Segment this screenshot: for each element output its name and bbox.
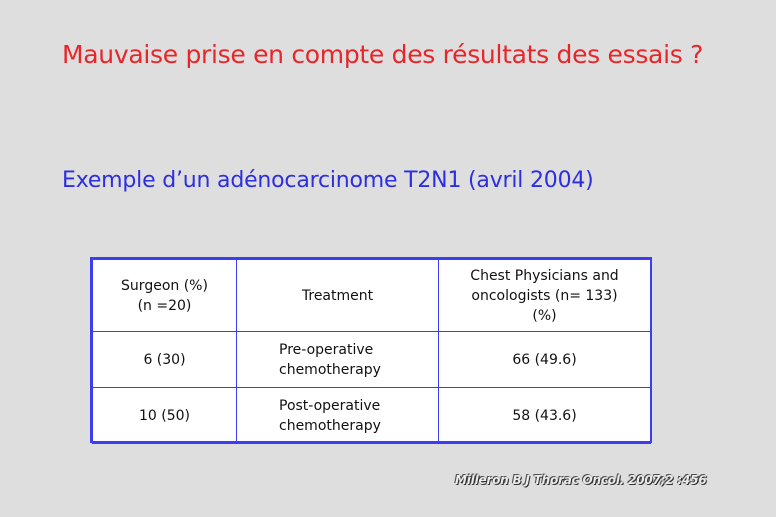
cell-treatment: [237, 332, 439, 388]
cell-treatment-line1: Post-operative: [279, 397, 381, 414]
header-chest-line1: Chest Physicians and: [470, 267, 619, 284]
cell-surgeon: 10 (50): [93, 388, 237, 444]
header-chest-line3: (%): [532, 307, 557, 324]
cell-chest: 66 (49.6): [439, 332, 651, 388]
table-row: [93, 332, 651, 388]
table-header-row: [93, 260, 651, 332]
results-table-grid: [92, 259, 651, 444]
header-surgeon: [93, 260, 237, 332]
header-surgeon-line1: Surgeon (%): [121, 277, 208, 294]
header-treatment: Treatment: [237, 260, 439, 332]
slide-title: Mauvaise prise en compte des résultats des essais ?: [62, 40, 704, 69]
table-row: [93, 388, 651, 444]
cell-chest: 58 (43.6): [439, 388, 651, 444]
header-surgeon-line2: (n =20): [137, 297, 192, 314]
header-chest-line2: oncologists (n= 133): [471, 287, 618, 304]
cell-treatment: [237, 388, 439, 444]
slide-subtitle: Exemple d’un adénocarcinome T2N1 (avril 2004): [62, 168, 594, 193]
cell-treatment-line1: Pre-operative: [279, 341, 374, 358]
header-chest-physicians: [439, 260, 651, 332]
cell-treatment-line2: chemotherapy: [279, 417, 381, 434]
cell-surgeon: 6 (30): [93, 332, 237, 388]
citation: Milleron B J Thorac Oncol. 2007;2 :456: [455, 473, 707, 487]
results-table: [90, 257, 652, 443]
cell-treatment-line2: chemotherapy: [279, 361, 381, 378]
